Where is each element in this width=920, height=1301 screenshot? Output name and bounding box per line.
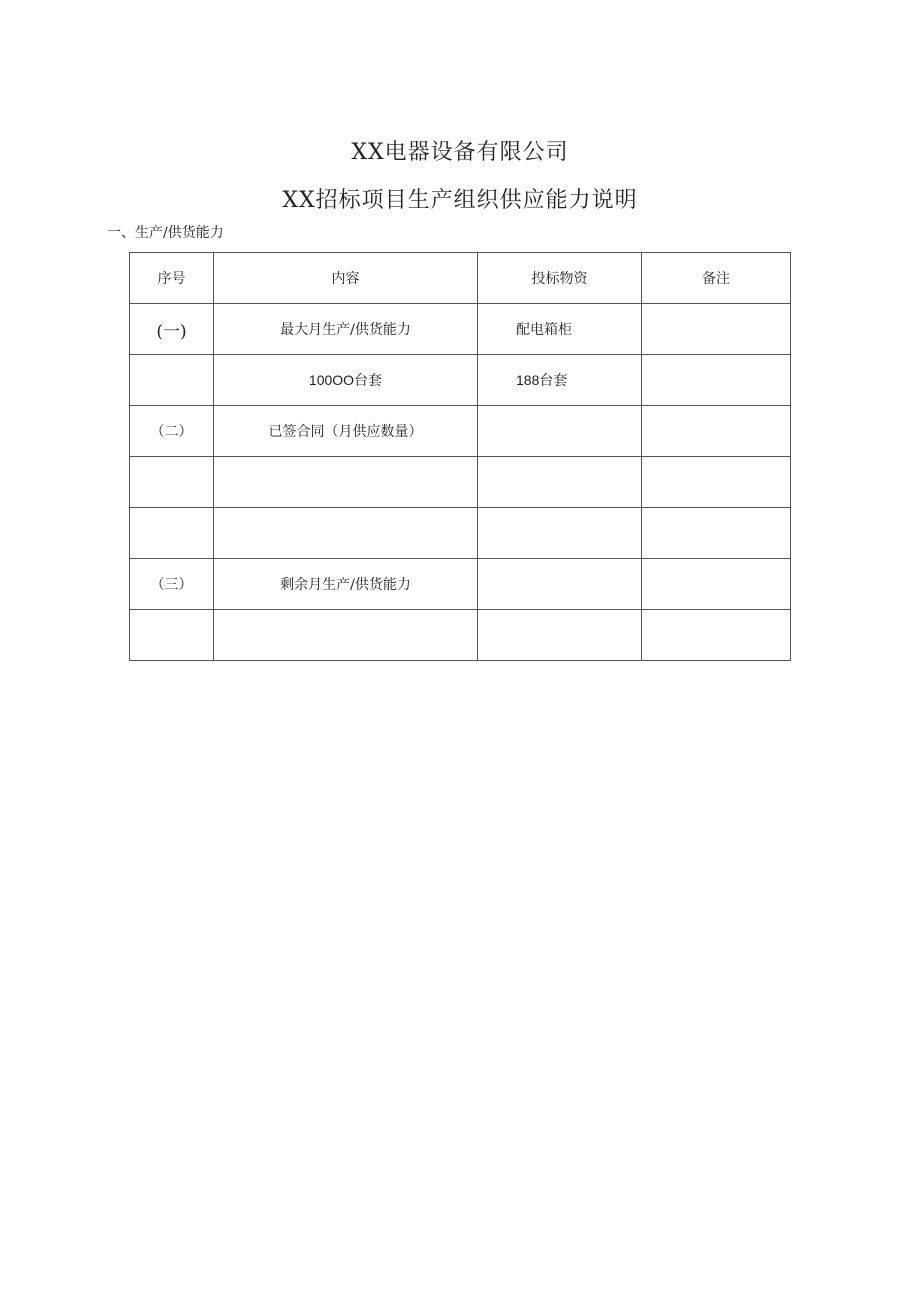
document-title: XX招标项目生产组织供应能力说明	[282, 188, 638, 213]
row-seq: （二）	[130, 406, 214, 457]
row-note	[642, 457, 791, 508]
row-content: 100OO台套	[214, 355, 478, 406]
row-material: 配电箱柜	[478, 304, 642, 355]
row-content	[214, 457, 478, 508]
capacity-table	[129, 252, 791, 661]
row-seq	[130, 610, 214, 661]
column-header-material: 投标物资	[478, 253, 642, 304]
row-material: 188台套	[478, 355, 642, 406]
company-title: XX电器设备有限公司	[351, 140, 569, 165]
row-content	[214, 610, 478, 661]
table-row	[130, 304, 791, 355]
row-seq: (一)	[130, 304, 214, 355]
row-content	[214, 508, 478, 559]
section-heading: 一、生产/供货能力	[107, 225, 224, 241]
column-header-content: 内容	[214, 253, 478, 304]
row-content: 剩余月生产/供货能力	[214, 559, 478, 610]
row-note	[642, 304, 791, 355]
row-note	[642, 406, 791, 457]
row-note	[642, 610, 791, 661]
row-note	[642, 559, 791, 610]
table-row	[130, 406, 791, 457]
table-row	[130, 610, 791, 661]
table-row	[130, 508, 791, 559]
row-note	[642, 508, 791, 559]
row-content: 已签合同（月供应数量）	[214, 406, 478, 457]
row-material	[478, 406, 642, 457]
row-note	[642, 355, 791, 406]
row-material	[478, 610, 642, 661]
row-seq: （三）	[130, 559, 214, 610]
column-header-note: 备注	[642, 253, 791, 304]
table-row	[130, 457, 791, 508]
row-content: 最大月生产/供货能力	[214, 304, 478, 355]
table-header-row	[130, 253, 791, 304]
column-header-seq: 序号	[130, 253, 214, 304]
row-material	[478, 559, 642, 610]
table-row	[130, 355, 791, 406]
row-seq	[130, 355, 214, 406]
row-seq	[130, 457, 214, 508]
row-material	[478, 457, 642, 508]
row-material	[478, 508, 642, 559]
table-row	[130, 559, 791, 610]
row-seq	[130, 508, 214, 559]
